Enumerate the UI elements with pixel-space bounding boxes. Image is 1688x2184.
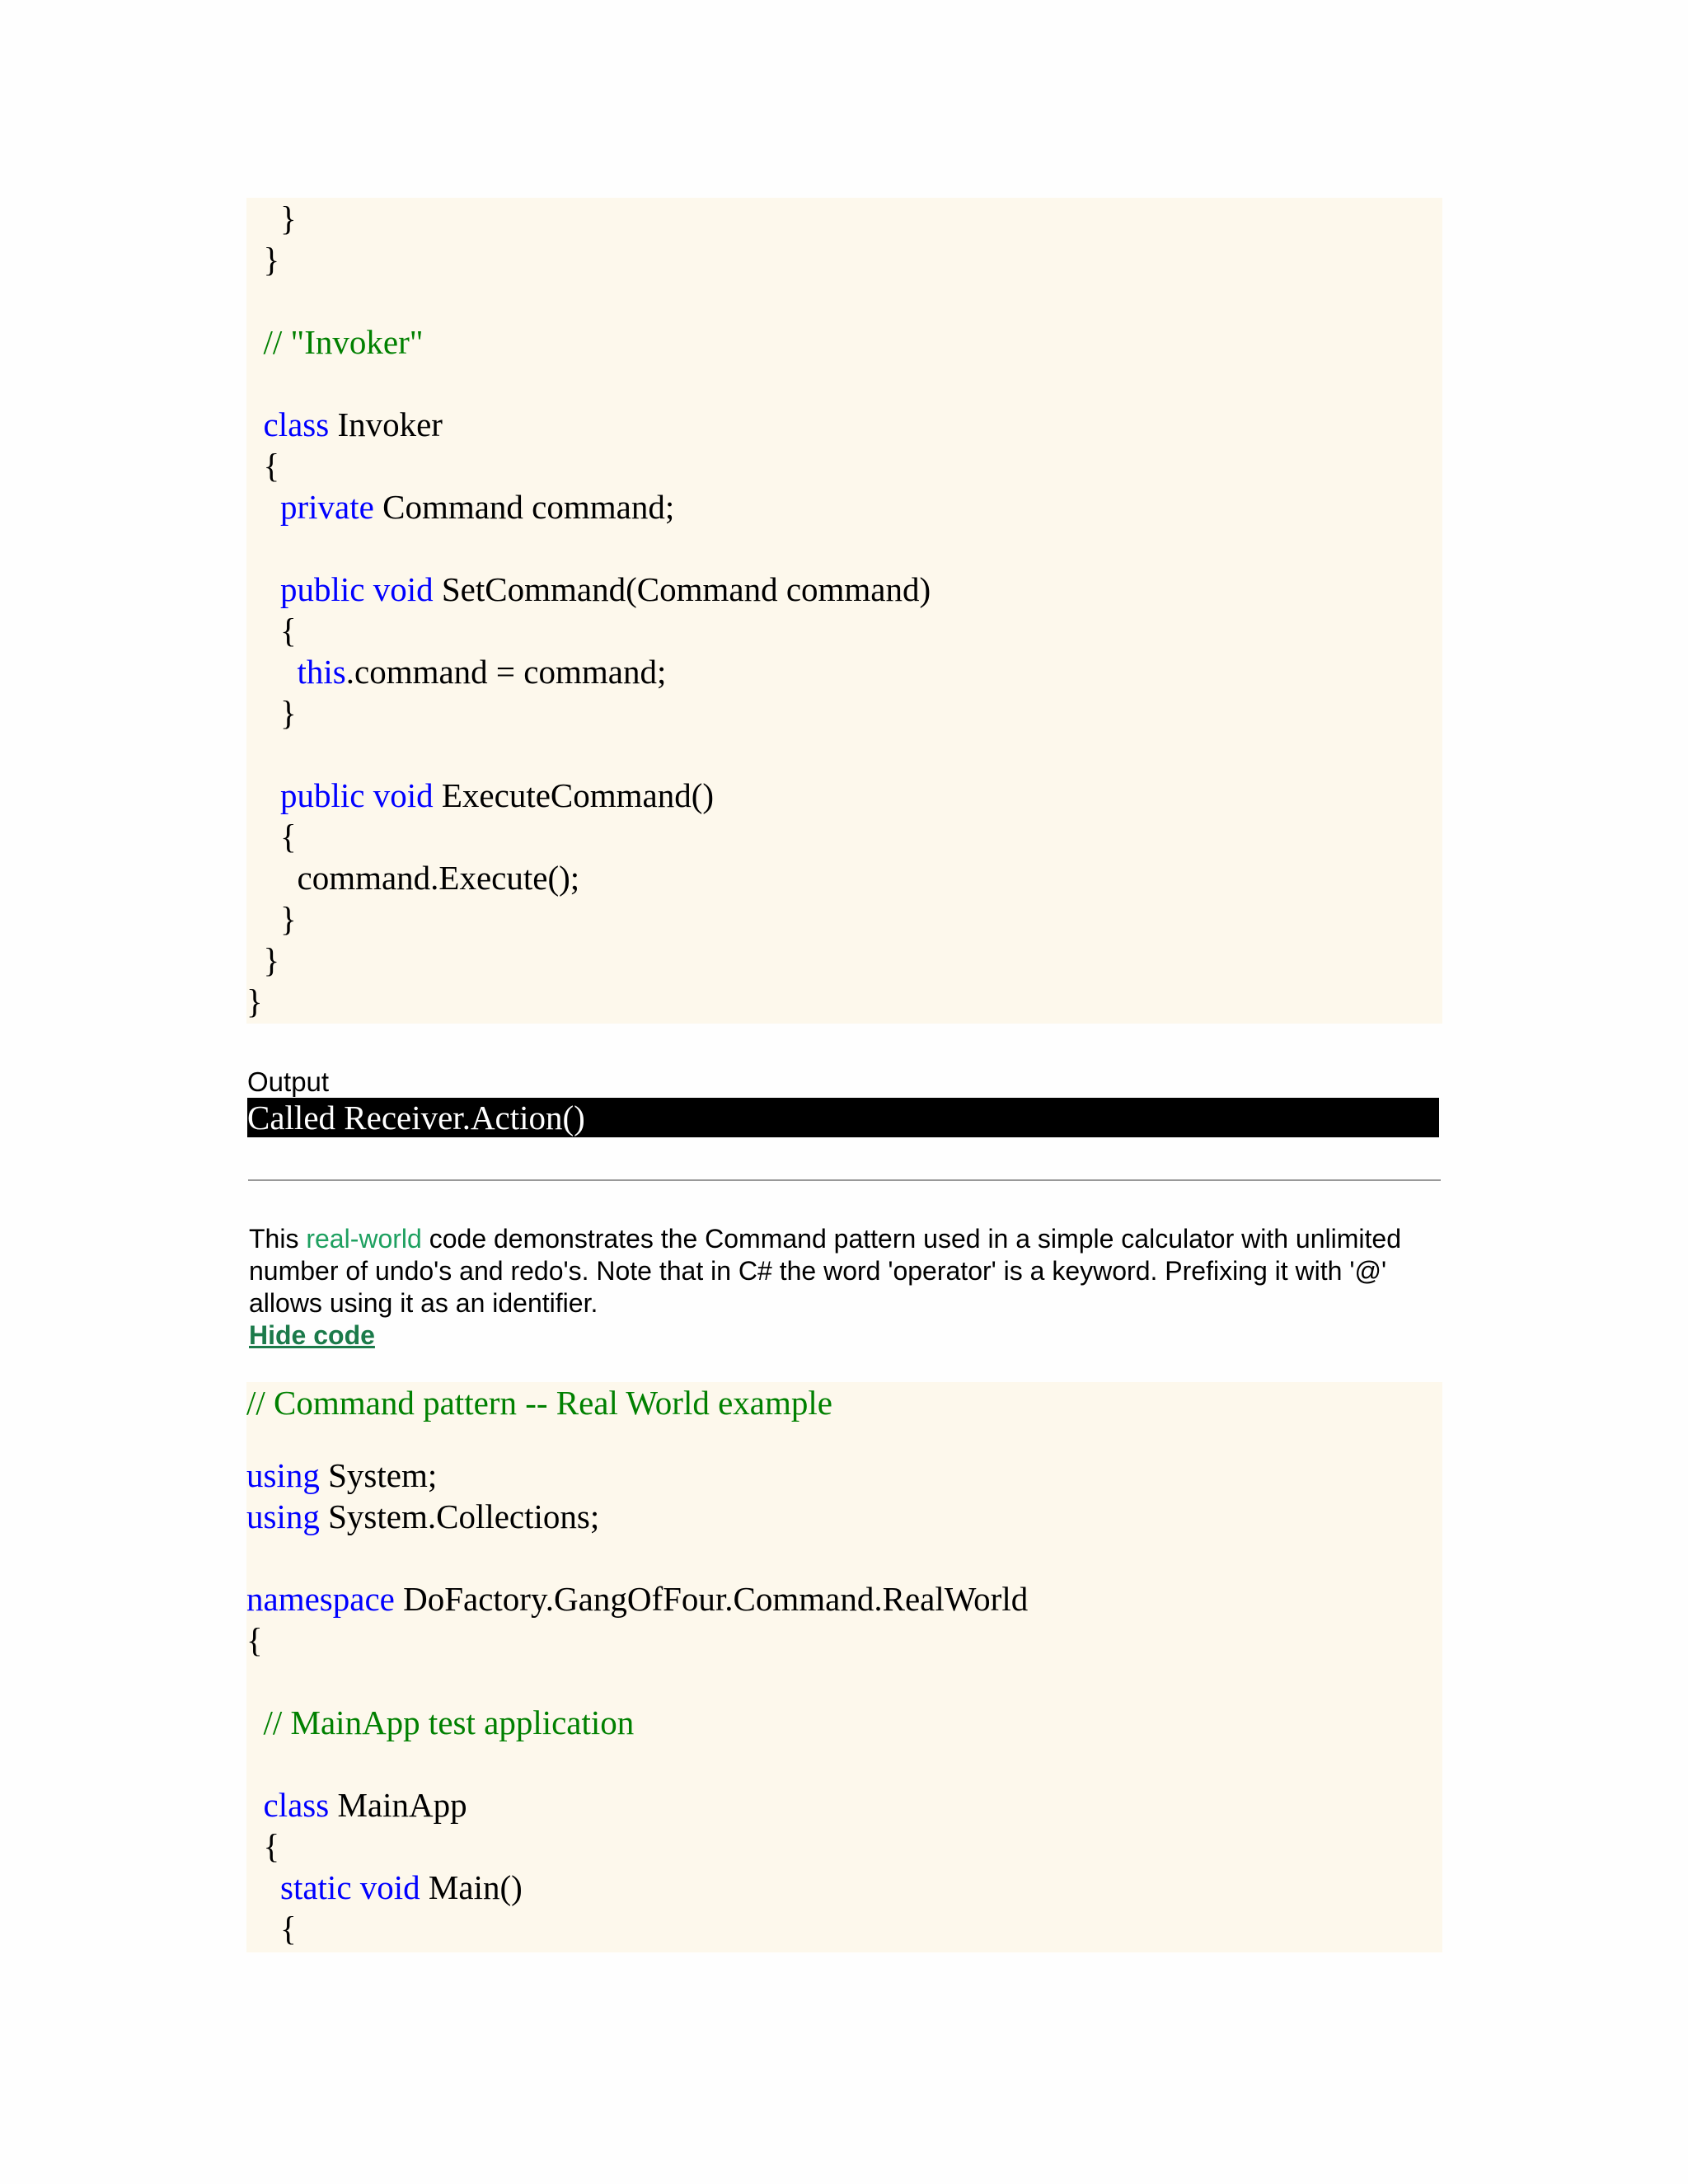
code-indent (246, 405, 264, 443)
code-text: Main() (420, 1868, 523, 1906)
code-text: } (246, 982, 263, 1020)
code-keyword: class (263, 405, 330, 443)
code-line (246, 404, 443, 445)
code-line (246, 981, 263, 1022)
description-prefix: This (249, 1224, 307, 1254)
code-text: { (280, 612, 297, 649)
code-indent (246, 694, 280, 732)
code-text: command.Execute(); (297, 859, 580, 897)
code-line (246, 775, 714, 816)
code-line (246, 610, 297, 651)
code-text: { (263, 1827, 280, 1865)
code-line (246, 198, 297, 239)
code-indent (246, 1868, 280, 1906)
description-text: code demonstrates the Command pattern used in a simple calculator with unlimited number of undo's and redo's. Note that in C# the word 'operator' is a keyword. Prefixing it with '@' allows using it as an identifier. (249, 1224, 1401, 1318)
code-comment: // Command pattern -- Real World example (246, 1384, 832, 1422)
code-indent (246, 488, 280, 526)
code-line (246, 857, 579, 898)
code-indent (246, 447, 264, 485)
code-block-sample (246, 198, 1442, 1024)
code-text: } (280, 694, 297, 732)
code-line (246, 1382, 832, 1423)
code-text: Invoker (329, 405, 443, 443)
code-keyword: namespace (246, 1580, 395, 1618)
code-indent (246, 570, 280, 608)
code-line (246, 1702, 634, 1743)
code-text: { (280, 1910, 297, 1947)
code-text: MainApp (329, 1786, 467, 1824)
code-indent (246, 818, 280, 855)
code-indent (246, 1910, 280, 1947)
code-line (246, 445, 279, 486)
code-line (246, 1578, 1028, 1619)
code-text: } (263, 241, 280, 279)
code-text: System; (319, 1456, 438, 1494)
code-line (246, 1619, 263, 1661)
code-line (246, 940, 279, 981)
code-text: System.Collections; (319, 1497, 600, 1535)
code-indent (246, 241, 264, 279)
code-text: { (246, 1621, 263, 1659)
code-indent (246, 859, 298, 897)
code-text: ExecuteCommand() (433, 776, 715, 814)
code-block-real-world (246, 1382, 1442, 1952)
code-keyword: class (263, 1786, 330, 1824)
code-line (246, 1496, 599, 1537)
code-line (246, 1455, 437, 1496)
code-indent (246, 612, 280, 649)
code-line (246, 651, 666, 692)
code-text: } (280, 199, 297, 237)
code-indent (246, 941, 264, 979)
code-keyword: this (297, 653, 346, 691)
code-line (246, 1908, 297, 1949)
code-indent (246, 199, 280, 237)
code-keyword: public void (280, 570, 434, 608)
code-text: SetCommand(Command command) (433, 570, 931, 608)
code-comment: // MainApp test application (263, 1704, 635, 1741)
output-label: Output (247, 1066, 330, 1097)
code-line (246, 321, 424, 363)
section-divider (248, 1179, 1441, 1181)
code-text: Command command; (373, 488, 675, 526)
code-text: DoFactory.GangOfFour.Command.RealWorld (394, 1580, 1029, 1618)
code-line (246, 1825, 279, 1867)
code-indent (246, 1827, 264, 1865)
code-indent (246, 1786, 264, 1824)
code-line (246, 1784, 467, 1825)
code-keyword: using (246, 1497, 320, 1535)
hide-code-link[interactable]: Hide code (249, 1320, 375, 1350)
code-keyword: private (280, 488, 374, 526)
code-line (246, 486, 674, 527)
code-line (246, 898, 297, 940)
code-line (246, 1867, 523, 1908)
code-indent (246, 653, 298, 691)
code-line (246, 239, 279, 280)
real-world-description (249, 1223, 1444, 1319)
real-world-highlight: real-world (306, 1224, 422, 1254)
code-text: { (263, 447, 280, 485)
code-keyword: using (246, 1456, 320, 1494)
code-keyword: static void (280, 1868, 420, 1906)
code-keyword: public void (280, 776, 434, 814)
code-line (246, 569, 931, 610)
code-indent (246, 1704, 264, 1741)
output-console: Called Receiver.Action() (247, 1098, 1439, 1137)
code-indent (246, 900, 280, 938)
code-line (246, 816, 297, 857)
code-text: } (263, 941, 280, 979)
code-text: } (280, 900, 297, 938)
code-text: .command = command; (345, 653, 667, 691)
code-text: { (280, 818, 297, 855)
code-comment: // "Invoker" (263, 323, 424, 361)
code-line (246, 692, 297, 733)
code-indent (246, 323, 264, 361)
code-indent (246, 776, 280, 814)
